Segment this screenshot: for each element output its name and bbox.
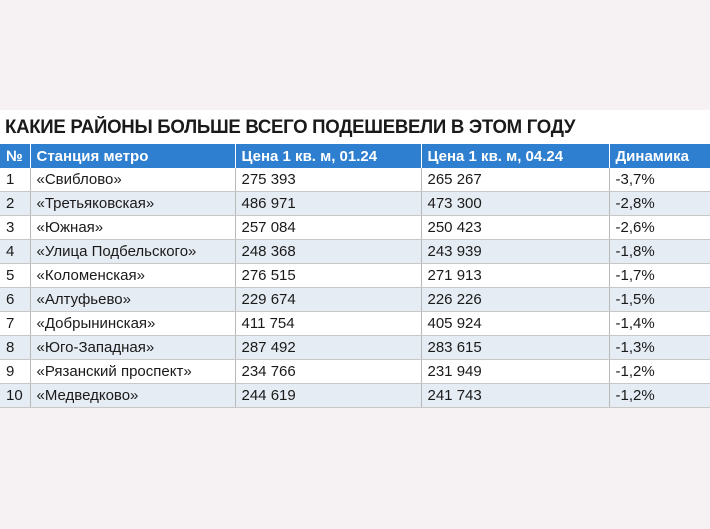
header-row	[0, 144, 710, 168]
cell-price-jan: 411 754	[235, 312, 421, 336]
cell-number: 6	[0, 288, 30, 312]
table-header	[0, 144, 710, 168]
cell-price-jan: 276 515	[235, 264, 421, 288]
cell-station: «Улица Подбельского»	[30, 240, 235, 264]
cell-price-jan: 287 492	[235, 336, 421, 360]
cell-number: 5	[0, 264, 30, 288]
column-header-station: Станция метро	[30, 144, 235, 168]
cell-change: -1,7%	[609, 264, 710, 288]
cell-price-jan: 275 393	[235, 168, 421, 192]
cell-change: -1,8%	[609, 240, 710, 264]
price-table	[0, 144, 710, 408]
cell-price-apr: 226 226	[421, 288, 609, 312]
table-row	[0, 240, 710, 264]
column-header-price-jan: Цена 1 кв. м, 01.24	[235, 144, 421, 168]
cell-price-jan: 229 674	[235, 288, 421, 312]
table-row	[0, 264, 710, 288]
cell-station: «Коломенская»	[30, 264, 235, 288]
cell-station: «Третьяковская»	[30, 192, 235, 216]
table-row	[0, 216, 710, 240]
cell-price-jan: 486 971	[235, 192, 421, 216]
cell-station: «Юго-Западная»	[30, 336, 235, 360]
cell-price-jan: 244 619	[235, 384, 421, 408]
cell-change: -2,8%	[609, 192, 710, 216]
cell-change: -1,2%	[609, 384, 710, 408]
cell-change: -1,3%	[609, 336, 710, 360]
table-row	[0, 168, 710, 192]
cell-change: -1,2%	[609, 360, 710, 384]
cell-change: -1,4%	[609, 312, 710, 336]
cell-number: 4	[0, 240, 30, 264]
cell-number: 2	[0, 192, 30, 216]
cell-price-jan: 248 368	[235, 240, 421, 264]
cell-number: 1	[0, 168, 30, 192]
cell-change: -3,7%	[609, 168, 710, 192]
cell-change: -1,5%	[609, 288, 710, 312]
table-row	[0, 336, 710, 360]
cell-station: «Рязанский проспект»	[30, 360, 235, 384]
cell-number: 9	[0, 360, 30, 384]
cell-station: «Добрынинская»	[30, 312, 235, 336]
cell-price-jan: 234 766	[235, 360, 421, 384]
cell-station: «Медведково»	[30, 384, 235, 408]
table-row	[0, 312, 710, 336]
table-row	[0, 192, 710, 216]
cell-number: 3	[0, 216, 30, 240]
cell-price-apr: 231 949	[421, 360, 609, 384]
cell-price-apr: 283 615	[421, 336, 609, 360]
table-row	[0, 288, 710, 312]
table-row	[0, 384, 710, 408]
cell-price-apr: 265 267	[421, 168, 609, 192]
cell-price-apr: 243 939	[421, 240, 609, 264]
cell-number: 7	[0, 312, 30, 336]
table-row	[0, 360, 710, 384]
cell-price-apr: 473 300	[421, 192, 609, 216]
column-header-number: №	[0, 144, 30, 168]
cell-price-apr: 250 423	[421, 216, 609, 240]
table-body	[0, 168, 710, 408]
table-title: КАКИЕ РАЙОНЫ БОЛЬШЕ ВСЕГО ПОДЕШЕВЕЛИ В ЭТОМ ГОДУ	[5, 117, 576, 138]
cell-number: 8	[0, 336, 30, 360]
column-header-change: Динамика	[609, 144, 710, 168]
cell-price-apr: 271 913	[421, 264, 609, 288]
cell-price-apr: 405 924	[421, 312, 609, 336]
cell-price-jan: 257 084	[235, 216, 421, 240]
cell-price-apr: 241 743	[421, 384, 609, 408]
cell-station: «Южная»	[30, 216, 235, 240]
column-header-price-apr: Цена 1 кв. м, 04.24	[421, 144, 609, 168]
cell-number: 10	[0, 384, 30, 408]
cell-station: «Свиблово»	[30, 168, 235, 192]
cell-change: -2,6%	[609, 216, 710, 240]
cell-station: «Алтуфьево»	[30, 288, 235, 312]
